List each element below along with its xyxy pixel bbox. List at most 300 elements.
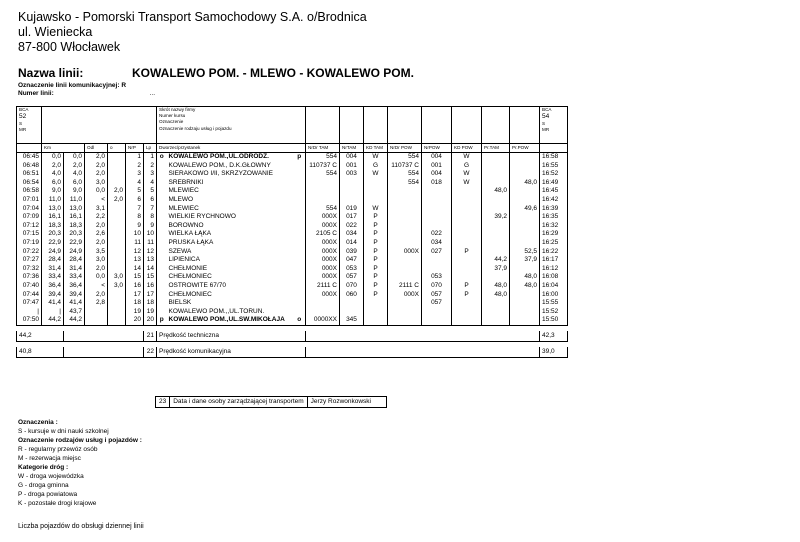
col-lp: Lp bbox=[144, 144, 157, 153]
cell-s2 bbox=[294, 230, 306, 239]
cell-o bbox=[108, 265, 126, 274]
cell-m bbox=[157, 187, 167, 196]
cell-s: KOWALEWO POM.,,UL.TORUŃ. bbox=[168, 307, 265, 315]
cell-pt bbox=[482, 273, 510, 282]
cell-nt bbox=[306, 299, 340, 308]
cell-lp: 2 bbox=[144, 162, 157, 171]
cell-kp bbox=[452, 308, 482, 317]
cell-kt: P bbox=[364, 256, 388, 265]
cell-np: 554 bbox=[388, 170, 422, 179]
cell-nt: 554 bbox=[306, 170, 340, 179]
cell-o bbox=[108, 205, 126, 214]
cell-s2: p bbox=[294, 153, 306, 162]
cell-nt: 000X bbox=[306, 291, 340, 300]
cell-n: 019 bbox=[340, 205, 364, 214]
cell-s2 bbox=[294, 291, 306, 300]
top-left-cell: BCA 52 S MR bbox=[17, 107, 42, 144]
cell-t2: 16:12 bbox=[540, 265, 568, 274]
cell-n bbox=[340, 299, 364, 308]
cell-k2: 28,4 bbox=[64, 256, 85, 265]
cell-t2: 16:25 bbox=[540, 239, 568, 248]
cell-k2: 4,0 bbox=[64, 170, 85, 179]
table-row bbox=[17, 187, 568, 196]
cell-s2 bbox=[294, 205, 306, 214]
cell-nP: 034 bbox=[422, 239, 452, 248]
table-row bbox=[17, 291, 568, 300]
designation-label: Oznaczenie linii komunikacyjnej: bbox=[18, 82, 120, 89]
cell-k2: 44,2 bbox=[64, 316, 85, 325]
cell-kt bbox=[364, 179, 388, 188]
cell-lp: 12 bbox=[144, 248, 157, 257]
cell-m bbox=[157, 299, 167, 308]
cell-k2: 31,4 bbox=[64, 265, 85, 274]
cell-d: 0,0 bbox=[85, 187, 108, 196]
cell-n bbox=[340, 308, 364, 317]
cell-s2 bbox=[294, 273, 306, 282]
col-nrdr-pow: NrDr POW bbox=[388, 144, 422, 153]
cell-t2: 16:52 bbox=[540, 170, 568, 179]
cell-p: 13 bbox=[126, 256, 144, 265]
cell-o bbox=[108, 222, 126, 231]
cell-d: 2,0 bbox=[85, 265, 108, 274]
cell-t1: 07:19 bbox=[17, 239, 42, 248]
cell-np: 000X bbox=[388, 291, 422, 300]
cell-t1: 07:12 bbox=[17, 222, 42, 231]
cell-d: < bbox=[85, 196, 108, 205]
cell-kt bbox=[364, 187, 388, 196]
table-row bbox=[17, 179, 568, 188]
cell-n: 004 bbox=[340, 153, 364, 162]
cell-k2: 39,4 bbox=[64, 291, 85, 300]
cell-kt: P bbox=[364, 222, 388, 231]
cell-d: 2,0 bbox=[85, 222, 108, 231]
cell-lp: 13 bbox=[144, 256, 157, 265]
cell-lp: 10 bbox=[144, 230, 157, 239]
cell-kp bbox=[452, 265, 482, 274]
cell-nt: 110737 C bbox=[306, 162, 340, 171]
company-city: 87-800 Włocławek bbox=[18, 40, 121, 54]
summary-lp: 22 bbox=[144, 347, 157, 358]
cell-t2: 16:42 bbox=[540, 196, 568, 205]
cell-t1: 07:44 bbox=[17, 291, 42, 300]
cell-lp: 16 bbox=[144, 282, 157, 291]
cell-k2: 22,9 bbox=[64, 239, 85, 248]
cell-nP bbox=[422, 205, 452, 214]
cell-p: 6 bbox=[126, 196, 144, 205]
cell-np: 554 bbox=[388, 153, 422, 162]
cell-s2 bbox=[294, 222, 306, 231]
cell-kp: P bbox=[452, 291, 482, 300]
cell-k1: 11,0 bbox=[42, 196, 64, 205]
cell-np bbox=[388, 187, 422, 196]
cell-n: 060 bbox=[340, 291, 364, 300]
cell-pp: 48,0 bbox=[510, 273, 540, 282]
summary-row bbox=[17, 331, 568, 342]
cell-k1: 24,9 bbox=[42, 248, 64, 257]
cell-k1: 22,9 bbox=[42, 239, 64, 248]
col-odl: Odl bbox=[85, 144, 108, 153]
cell-kt bbox=[364, 299, 388, 308]
cell-kp bbox=[452, 299, 482, 308]
cell-nt: 000X bbox=[306, 265, 340, 274]
cell-kp bbox=[452, 239, 482, 248]
cell-kt: W bbox=[364, 153, 388, 162]
cell-nP: 070 bbox=[422, 282, 452, 291]
cell-k1: | bbox=[42, 308, 64, 317]
legend-g: G - droga gminna bbox=[18, 482, 69, 489]
cell-n: 022 bbox=[340, 222, 364, 231]
col-pr-tam: Pr.TAM bbox=[482, 144, 510, 153]
cell-p: 20 bbox=[126, 316, 144, 325]
cell-k1: 39,4 bbox=[42, 291, 64, 300]
summary-right: 42,3 bbox=[540, 331, 568, 342]
table-row bbox=[17, 299, 568, 308]
cell-kt: P bbox=[364, 248, 388, 257]
cell-t1: 06:54 bbox=[17, 179, 42, 188]
cell-k2: 33,4 bbox=[64, 273, 85, 282]
table-row bbox=[17, 170, 568, 179]
cell-t2: 16:49 bbox=[540, 179, 568, 188]
cell-p: 14 bbox=[126, 265, 144, 274]
cell-nP bbox=[422, 196, 452, 205]
table-row bbox=[17, 316, 568, 325]
cell-lp: 7 bbox=[144, 205, 157, 214]
legend-category-title: Kategorie dróg : bbox=[18, 464, 69, 471]
col-pr-pow: Pr.POW bbox=[510, 144, 540, 153]
cell-k1: 9,0 bbox=[42, 187, 64, 196]
cell-pt bbox=[482, 299, 510, 308]
table-header-row bbox=[17, 107, 568, 144]
cell-d: 2,0 bbox=[85, 291, 108, 300]
cell-k2: 2,0 bbox=[64, 162, 85, 171]
cell-kp bbox=[452, 213, 482, 222]
cell-s2 bbox=[294, 248, 306, 257]
table-row bbox=[17, 222, 568, 231]
cell-d: 3,5 bbox=[85, 248, 108, 257]
cell-t2: 15:50 bbox=[540, 316, 568, 325]
cell-lp: 5 bbox=[144, 187, 157, 196]
cell-s: SZEWA bbox=[168, 247, 192, 255]
cell-k2: 24,9 bbox=[64, 248, 85, 257]
cell-t1: 06:45 bbox=[17, 153, 42, 162]
cell-np: 554 bbox=[388, 179, 422, 188]
cell-m bbox=[157, 239, 167, 248]
cell-d: < bbox=[85, 282, 108, 291]
cell-n: 053 bbox=[340, 265, 364, 274]
cell-np: 110737 C bbox=[388, 162, 422, 171]
summary-lp: 21 bbox=[144, 331, 157, 342]
cell-n: 047 bbox=[340, 256, 364, 265]
table-row bbox=[17, 248, 568, 257]
cell-nP: 027 bbox=[422, 248, 452, 257]
timetable bbox=[16, 106, 568, 358]
cell-t1: 07:47 bbox=[17, 299, 42, 308]
cell-pp bbox=[510, 153, 540, 162]
cell-n: 034 bbox=[340, 230, 364, 239]
cell-p: 5 bbox=[126, 187, 144, 196]
cell-s: MLEWIEC bbox=[168, 187, 199, 195]
cell-o: 3,0 bbox=[108, 282, 126, 291]
cell-p: 1 bbox=[126, 153, 144, 162]
cell-m bbox=[157, 196, 167, 205]
cell-t2: 16:22 bbox=[540, 248, 568, 257]
cell-s2 bbox=[294, 179, 306, 188]
cell-pp bbox=[510, 213, 540, 222]
cell-nP bbox=[422, 265, 452, 274]
cell-k2: 13,0 bbox=[64, 205, 85, 214]
summary-left: 40,8 bbox=[17, 347, 64, 358]
summary-right: 39,0 bbox=[540, 347, 568, 358]
cell-t2: 16:29 bbox=[540, 230, 568, 239]
cell-np bbox=[388, 316, 422, 325]
cell-np bbox=[388, 205, 422, 214]
cell-t1: 07:15 bbox=[17, 230, 42, 239]
legend-k: K - pozostałe drogi krajowe bbox=[18, 500, 97, 507]
cell-kt: P bbox=[364, 282, 388, 291]
cell-s: BORÓWNO bbox=[168, 221, 204, 229]
cell-pp bbox=[510, 308, 540, 317]
col-nrp: NrP bbox=[126, 144, 144, 153]
cell-kp bbox=[452, 256, 482, 265]
table-row bbox=[17, 196, 568, 205]
cell-kp: P bbox=[452, 248, 482, 257]
cell-o bbox=[108, 230, 126, 239]
cell-kt: P bbox=[364, 273, 388, 282]
cell-n: 039 bbox=[340, 248, 364, 257]
cell-k2: 6,0 bbox=[64, 179, 85, 188]
cell-pt bbox=[482, 170, 510, 179]
cell-o bbox=[108, 179, 126, 188]
cell-nt bbox=[306, 308, 340, 317]
cell-m bbox=[157, 265, 167, 274]
cell-p: 7 bbox=[126, 205, 144, 214]
cell-np bbox=[388, 230, 422, 239]
cell-lp: 20 bbox=[144, 316, 157, 325]
cell-m: p bbox=[157, 316, 167, 325]
legend-w: W - droga wojewódzka bbox=[18, 473, 84, 480]
cell-k1: 6,0 bbox=[42, 179, 64, 188]
cell-t1: | bbox=[17, 308, 42, 317]
table-row bbox=[17, 239, 568, 248]
cell-pp bbox=[510, 316, 540, 325]
company-name: Kujawsko - Pomorski Transport Samochodowy S.A. o/Brodnica bbox=[18, 10, 367, 24]
column-header-row bbox=[17, 144, 568, 153]
cell-n bbox=[340, 179, 364, 188]
cell-np bbox=[388, 196, 422, 205]
line-designation bbox=[18, 82, 155, 98]
cell-t1: 07:04 bbox=[17, 205, 42, 214]
manager-lp: 23 bbox=[156, 397, 170, 408]
designation-value: R bbox=[121, 82, 127, 89]
cell-k1: 33,4 bbox=[42, 273, 64, 282]
cell-m bbox=[157, 308, 167, 317]
cell-kp: G bbox=[452, 162, 482, 171]
cell-m bbox=[157, 179, 167, 188]
cell-lp: 1 bbox=[144, 153, 157, 162]
cell-kp: W bbox=[452, 153, 482, 162]
cell-o bbox=[108, 291, 126, 300]
cell-kt: P bbox=[364, 213, 388, 222]
cell-kp bbox=[452, 222, 482, 231]
cell-pt: 37,9 bbox=[482, 265, 510, 274]
cell-nP bbox=[422, 213, 452, 222]
cell-nP: 057 bbox=[422, 291, 452, 300]
company-header bbox=[18, 10, 367, 55]
cell-lp: 14 bbox=[144, 265, 157, 274]
cell-s2 bbox=[294, 239, 306, 248]
cell-s: BIELSK bbox=[168, 299, 192, 307]
cell-o bbox=[108, 256, 126, 265]
cell-pt: 48,0 bbox=[482, 187, 510, 196]
transport-manager-box bbox=[155, 396, 387, 408]
cell-k2: 0,0 bbox=[64, 153, 85, 162]
legend-r: R - regularny przewóz osób bbox=[18, 446, 98, 453]
cell-lp: 8 bbox=[144, 213, 157, 222]
firm-block: Skrót nazwy firmy Numer kursu Oznaczenie Oznaczenie rodzaju usług i pojazdu bbox=[157, 107, 306, 144]
cell-t2: 16:39 bbox=[540, 205, 568, 214]
col-o: o bbox=[108, 144, 126, 153]
cell-kt: P bbox=[364, 239, 388, 248]
cell-np bbox=[388, 213, 422, 222]
cell-pp bbox=[510, 299, 540, 308]
footer-note: Liczba pojazdów do obsługi dziennej linii bbox=[18, 523, 144, 530]
table-row bbox=[17, 265, 568, 274]
cell-p: 18 bbox=[126, 299, 144, 308]
cell-n: 345 bbox=[340, 316, 364, 325]
cell-s: KOWALEWO POM.,UL.ODRODZ. bbox=[168, 153, 269, 160]
cell-kp bbox=[452, 273, 482, 282]
cell-kp: W bbox=[452, 170, 482, 179]
legend-title: Oznaczenia : bbox=[18, 419, 58, 426]
cell-n bbox=[340, 187, 364, 196]
cell-nP bbox=[422, 316, 452, 325]
cell-pp: 52,5 bbox=[510, 248, 540, 257]
cell-k1: 31,4 bbox=[42, 265, 64, 274]
cell-k1: 44,2 bbox=[42, 316, 64, 325]
cell-s2: o bbox=[294, 316, 306, 325]
cell-s2 bbox=[294, 256, 306, 265]
cell-s2 bbox=[294, 196, 306, 205]
col-nrdr-tam: NrDr TAM bbox=[306, 144, 340, 153]
cell-p: 19 bbox=[126, 308, 144, 317]
cell-t2: 16:55 bbox=[540, 162, 568, 171]
cell-s: WIELKA ŁĄKA bbox=[168, 230, 212, 238]
cell-pt bbox=[482, 153, 510, 162]
cell-d: 3,0 bbox=[85, 256, 108, 265]
cell-d: 3,0 bbox=[85, 179, 108, 188]
cell-d: 3,1 bbox=[85, 205, 108, 214]
cell-p: 17 bbox=[126, 291, 144, 300]
cell-kt: P bbox=[364, 291, 388, 300]
cell-np bbox=[388, 256, 422, 265]
cell-pp bbox=[510, 265, 540, 274]
cell-p: 16 bbox=[126, 282, 144, 291]
cell-o: 3,0 bbox=[108, 273, 126, 282]
cell-m bbox=[157, 248, 167, 257]
cell-nt bbox=[306, 179, 340, 188]
cell-np bbox=[388, 239, 422, 248]
cell-k1: 4,0 bbox=[42, 170, 64, 179]
cell-k1: 2,0 bbox=[42, 162, 64, 171]
cell-kt: P bbox=[364, 265, 388, 274]
cell-t1: 07:22 bbox=[17, 248, 42, 257]
cell-t2: 15:52 bbox=[540, 308, 568, 317]
cell-t1: 07:27 bbox=[17, 256, 42, 265]
cell-k1: 20,3 bbox=[42, 230, 64, 239]
cell-nP: 022 bbox=[422, 230, 452, 239]
cell-t1: 07:36 bbox=[17, 273, 42, 282]
cell-lp: 3 bbox=[144, 170, 157, 179]
cell-pt bbox=[482, 179, 510, 188]
cell-pp bbox=[510, 230, 540, 239]
cell-n: 070 bbox=[340, 282, 364, 291]
cell-nP: 001 bbox=[422, 162, 452, 171]
cell-kp: P bbox=[452, 282, 482, 291]
cell-lp: 4 bbox=[144, 179, 157, 188]
line-name: KOWALEWO POM. - MLEWO - KOWALEWO POM. bbox=[132, 66, 414, 80]
cell-d: 2,0 bbox=[85, 170, 108, 179]
cell-d: 2,0 bbox=[85, 153, 108, 162]
cell-pp bbox=[510, 291, 540, 300]
cell-lp: 15 bbox=[144, 273, 157, 282]
cell-k1: 28,4 bbox=[42, 256, 64, 265]
cell-nt: 000X bbox=[306, 273, 340, 282]
cell-d bbox=[85, 316, 108, 325]
cell-kp bbox=[452, 196, 482, 205]
cell-m bbox=[157, 273, 167, 282]
cell-n: 017 bbox=[340, 213, 364, 222]
cell-nt: 2111 C bbox=[306, 282, 340, 291]
cell-pp: 48,0 bbox=[510, 282, 540, 291]
cell-nP: 004 bbox=[422, 153, 452, 162]
cell-t1: 07:40 bbox=[17, 282, 42, 291]
cell-p: 4 bbox=[126, 179, 144, 188]
cell-t1: 06:51 bbox=[17, 170, 42, 179]
cell-nt: 000X bbox=[306, 222, 340, 231]
cell-nP: 053 bbox=[422, 273, 452, 282]
table-row bbox=[17, 230, 568, 239]
cell-s: CHEŁMONIEC bbox=[168, 290, 212, 298]
table-row bbox=[17, 256, 568, 265]
cell-o bbox=[108, 162, 126, 171]
cell-pt bbox=[482, 308, 510, 317]
company-street: ul. Wieniecka bbox=[18, 25, 93, 39]
cell-nt: 554 bbox=[306, 205, 340, 214]
cell-o bbox=[108, 248, 126, 257]
cell-k2: 16,1 bbox=[64, 213, 85, 222]
cell-nP bbox=[422, 256, 452, 265]
cell-o bbox=[108, 170, 126, 179]
cell-np bbox=[388, 222, 422, 231]
table-row bbox=[17, 308, 568, 317]
cell-o bbox=[108, 239, 126, 248]
legend-service-title: Oznaczenie rodzajów usług i pojazdów : bbox=[18, 437, 142, 444]
cell-nt: 0000XX bbox=[306, 316, 340, 325]
table-row bbox=[17, 153, 568, 162]
cell-s2 bbox=[294, 213, 306, 222]
cell-p: 12 bbox=[126, 248, 144, 257]
summary-label: Prędkość komunikacyjna bbox=[157, 347, 306, 358]
cell-kp bbox=[452, 205, 482, 214]
cell-pt bbox=[482, 316, 510, 325]
cell-lp: 17 bbox=[144, 291, 157, 300]
cell-nt: 554 bbox=[306, 153, 340, 162]
cell-kt bbox=[364, 316, 388, 325]
cell-n: 003 bbox=[340, 170, 364, 179]
table-row bbox=[17, 205, 568, 214]
cell-m: o bbox=[157, 153, 167, 162]
cell-k2: 9,0 bbox=[64, 187, 85, 196]
